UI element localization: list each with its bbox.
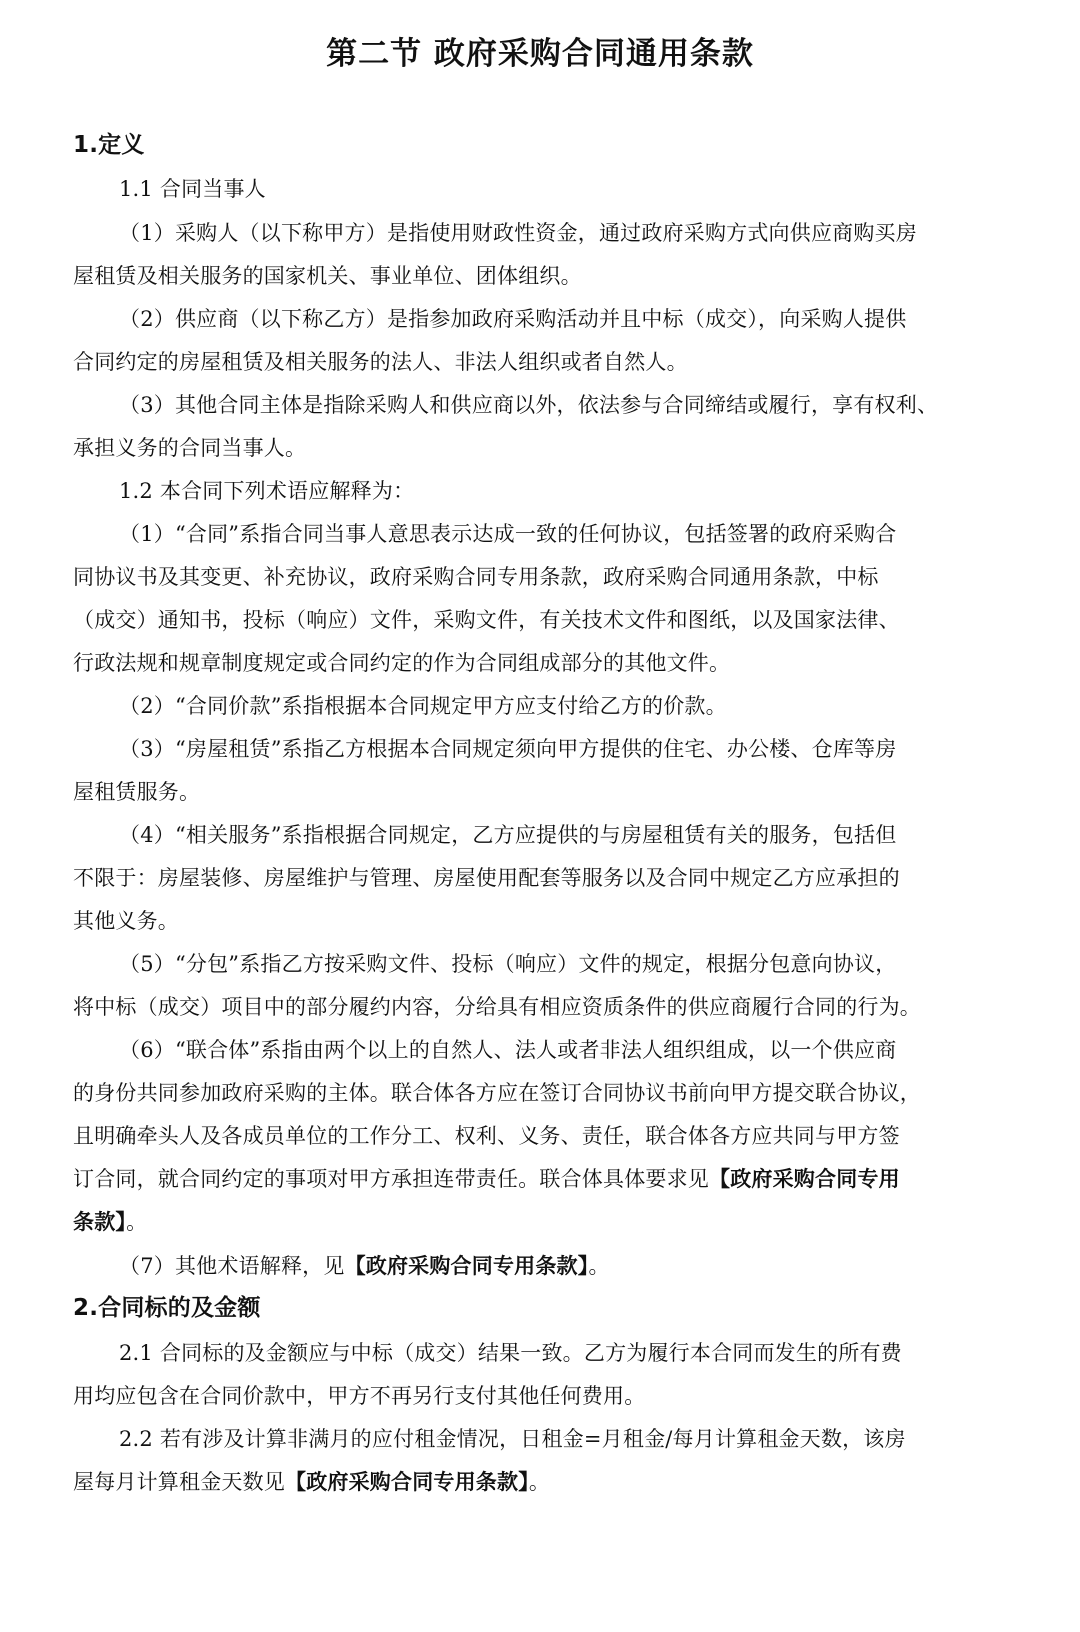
paragraph-line: （1）采购人（以下称甲方）是指使用财政性资金，通过政府采购方式向供应商购买房	[119, 221, 917, 245]
paragraph-line	[73, 1206, 147, 1238]
special-terms-reference: 【政府采购合同专用条款】	[344, 1254, 589, 1278]
paragraph-line: （2）供应商（以下称乙方）是指参加政府采购活动并且中标（成交），向采购人提供	[119, 307, 907, 331]
section-2-heading: 2.合同标的及金额	[73, 1295, 261, 1321]
paragraph-line: 屋租赁服务。	[73, 780, 201, 804]
section-1-heading: 1.定义	[73, 132, 145, 158]
subsection-1-1-heading: 1.1 合同当事人	[119, 177, 266, 201]
paragraph-line: 用均应包含在合同价款中，甲方不再另行支付其他任何费用。	[73, 1384, 646, 1408]
paragraph-line: （3）“房屋租赁”系指乙方根据本合同规定须向甲方提供的住宅、办公楼、仓库等房	[119, 737, 897, 761]
paragraph-line: （2）“合同价款”系指根据本合同规定甲方应支付给乙方的价款。	[119, 694, 727, 718]
subsection-1-2-heading: 1.2 本合同下列术语应解释为：	[119, 479, 415, 503]
paragraph-line: 2.2 若有涉及计算非满月的应付租金情况，日租金=月租金/每月计算租金天数，该房	[119, 1427, 906, 1451]
paragraph-line: （成交）通知书，投标（响应）文件，采购文件，有关技术文件和图纸，以及国家法律、	[73, 608, 900, 632]
paragraph-line	[73, 1466, 550, 1498]
paragraph-text: 。	[126, 1210, 148, 1234]
paragraph-line: 不限于：房屋装修、房屋维护与管理、房屋使用配套等服务以及合同中规定乙方应承担的	[73, 866, 900, 890]
paragraph-line: 2.1 合同标的及金额应与中标（成交）结果一致。乙方为履行本合同而发生的所有费	[119, 1341, 902, 1365]
paragraph-line: 同协议书及其变更、补充协议，政府采购合同专用条款，政府采购合同通用条款，中标	[73, 565, 879, 589]
paragraph-line: （1）“合同”系指合同当事人意思表示达成一致的任何协议，包括签署的政府采购合	[119, 522, 897, 546]
document-title: 第二节 政府采购合同通用条款	[326, 36, 754, 72]
paragraph-line: （5）“分包”系指乙方按采购文件、投标（响应）文件的规定，根据分包意向协议，	[119, 952, 897, 976]
paragraph-text: 订合同，就合同约定的事项对甲方承担连带责任。联合体具体要求见	[73, 1167, 709, 1191]
paragraph-line: 合同约定的房屋租赁及相关服务的法人、非法人组织或者自然人。	[73, 350, 688, 374]
special-terms-reference: 【政府采购合同专用	[709, 1167, 900, 1191]
paragraph-line	[73, 1163, 900, 1195]
paragraph-line: 行政法规和规章制度规定或合同约定的作为合同组成部分的其他文件。	[73, 651, 731, 675]
paragraph-line: 的身份共同参加政府采购的主体。联合体各方应在签订合同协议书前向甲方提交联合协议，	[73, 1081, 921, 1105]
paragraph-text: （7）其他术语解释，见	[119, 1254, 345, 1278]
paragraph-line: 将中标（成交）项目中的部分履约内容，分给具有相应资质条件的供应商履行合同的行为。	[73, 995, 921, 1019]
special-terms-reference: 【政府采购合同专用条款】	[285, 1470, 529, 1494]
paragraph-line	[119, 1250, 610, 1282]
paragraph-line: 其他义务。	[73, 909, 179, 933]
paragraph-line: 承担义务的合同当事人。	[73, 436, 307, 460]
paragraph-line: 且明确牵头人及各成员单位的工作分工、权利、义务、责任，联合体各方应共同与甲方签	[73, 1124, 900, 1148]
paragraph-text: 屋每月计算租金天数见	[73, 1470, 285, 1494]
paragraph-text: 。	[588, 1254, 610, 1278]
paragraph-line: （3）其他合同主体是指除采购人和供应商以外，依法参与合同缔结或履行，享有权利、	[119, 393, 939, 417]
paragraph-text: 。	[528, 1470, 551, 1494]
special-terms-reference: 条款】	[73, 1210, 127, 1234]
paragraph-line: 屋租赁及相关服务的国家机关、事业单位、团体组织。	[73, 264, 582, 288]
paragraph-line: （4）“相关服务”系指根据合同规定，乙方应提供的与房屋租赁有关的服务，包括但	[119, 823, 897, 847]
paragraph-line: （6）“联合体”系指由两个以上的自然人、法人或者非法人组织组成，以一个供应商	[119, 1038, 897, 1062]
